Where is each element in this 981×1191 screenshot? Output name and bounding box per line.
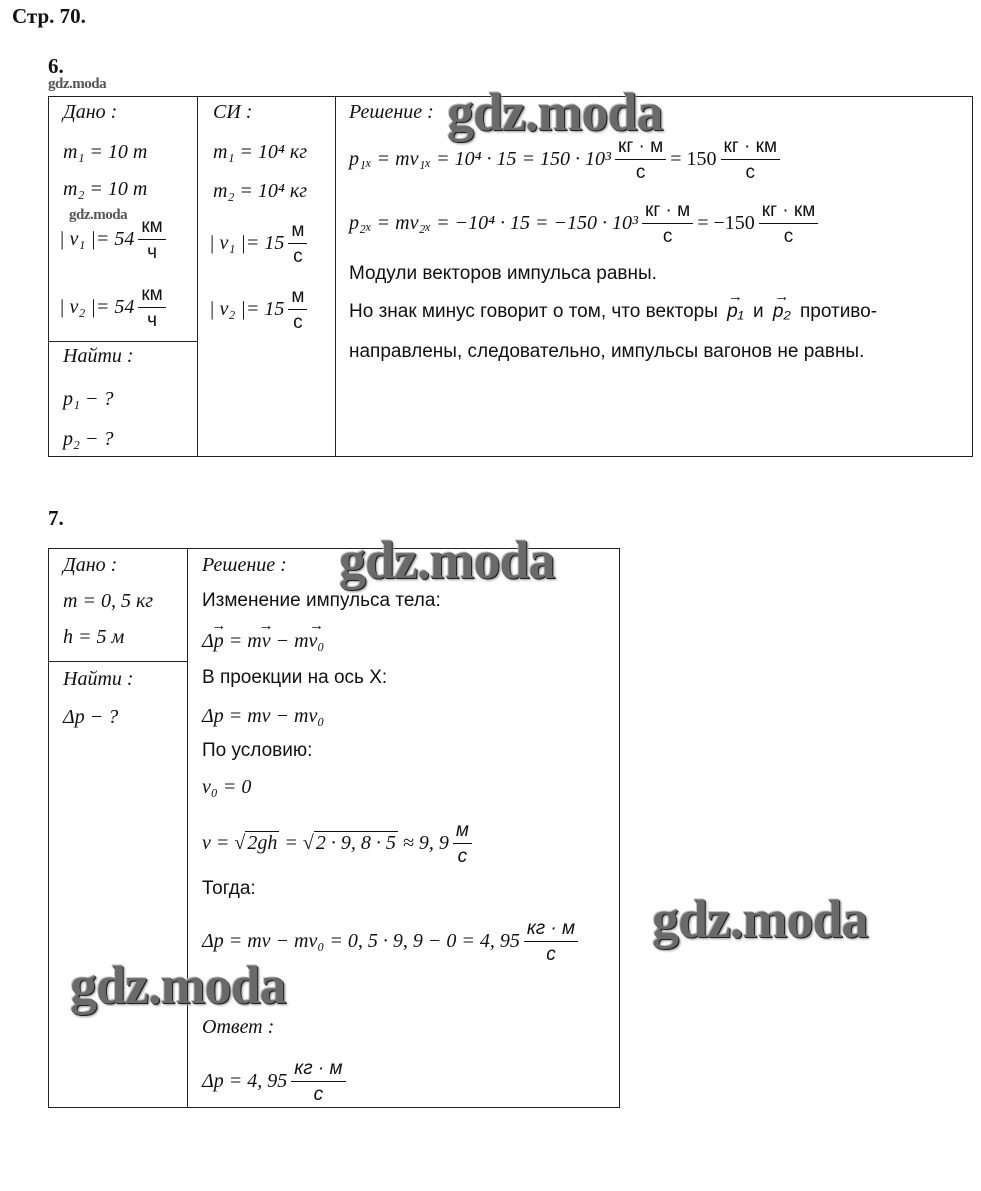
v-radicand-1: 2gh: [247, 832, 278, 855]
unit-den: с: [293, 246, 303, 267]
given-v1-value: | v₁ |= 54: [59, 228, 135, 251]
eq-m: = m: [228, 630, 262, 652]
vector-p2: → p₂: [773, 300, 791, 324]
minus-m: − m: [275, 630, 309, 652]
v-formula: [202, 819, 476, 870]
given-v1: [59, 215, 170, 266]
find-header: Найти :: [63, 668, 134, 690]
dp-vector-formula: [202, 629, 324, 653]
si-v2: [209, 285, 311, 336]
solution-header: Решение :: [202, 554, 287, 576]
change-text: Изменение импульса тела:: [202, 590, 441, 611]
page-title: Стр. 70.: [12, 4, 86, 28]
find-dp: Δp − ?: [63, 706, 119, 728]
text-and: и: [752, 301, 764, 322]
watermark-small: gdz.moda: [48, 76, 107, 92]
p2x-result: = −150: [697, 212, 755, 235]
unit-den: ч: [147, 242, 157, 263]
answer-header: Ответ :: [202, 1016, 275, 1038]
answer-value: Δp = 4, 95: [202, 1070, 288, 1093]
task-6-table: [48, 82, 973, 457]
watermark-big: gdz.moda: [447, 82, 663, 142]
si-v1: [209, 219, 311, 270]
vector-v: → v: [262, 629, 271, 653]
v0-equation: v₀ = 0: [202, 776, 252, 798]
find-p1: p₁ − ?: [63, 388, 114, 410]
v-rhs: ≈ 9, 9: [397, 832, 449, 855]
unit-den: с: [313, 1084, 324, 1105]
unit-den: с: [745, 162, 756, 183]
given-header: Дано :: [63, 101, 118, 123]
given-m1: m₁ = 10 т: [63, 141, 148, 163]
unit-den: с: [457, 846, 468, 867]
projection-text: В проекции на ось X:: [202, 667, 388, 688]
then-text: Тогда:: [202, 878, 256, 899]
unit-num: кг · м: [615, 135, 666, 160]
si-m1: m₁ = 10⁴ кг: [213, 141, 308, 163]
given-header: Дано :: [63, 554, 118, 576]
unit-num: км: [138, 283, 165, 308]
dp-scalar: Δp = mv − mv₀: [202, 705, 325, 727]
unit-num: м: [288, 285, 307, 310]
p1x-expression: p₁ₓ = mv₁ₓ = 10⁴ · 15 = 150 · 10³: [349, 148, 612, 171]
text-but: Но знак минус говорит о том, что векторы: [349, 301, 718, 322]
task-7-table: [48, 530, 620, 1108]
unit-num: кг · м: [642, 199, 693, 224]
v-lhs: v = √: [202, 832, 246, 855]
answer-formula: [202, 1057, 350, 1108]
p2x-expression: p₂ₓ = mv₂ₓ = −10⁴ · 15 = −150 · 10³: [349, 212, 639, 235]
si-v2-value: | v₂ |= 15: [209, 298, 285, 321]
unit-den: с: [635, 162, 646, 183]
watermark-big: gdz.moda: [70, 955, 286, 1015]
task-6-number: 6.: [48, 54, 64, 78]
unit-num: м: [453, 819, 472, 844]
unit-den: с: [783, 226, 794, 247]
v-mid: = √: [279, 832, 314, 855]
watermark-big: gdz.moda: [652, 889, 868, 949]
vector-p1: → p₁: [727, 300, 744, 324]
vector-v0: → v₀: [309, 629, 325, 653]
watermark-small: gdz.moda: [69, 207, 128, 223]
dp-calc-expression: Δp = mv − mv₀ = 0, 5 · 9, 9 − 0 = 4, 95: [202, 930, 520, 953]
text-moduli: Модули векторов импульса равны.: [349, 263, 657, 284]
delta-sign: Δ: [202, 630, 214, 652]
unit-den: ч: [147, 310, 157, 331]
unit-num: кг · м: [291, 1057, 345, 1082]
unit-num: км: [138, 215, 165, 240]
find-p2: p₂ − ?: [63, 428, 114, 450]
given-height: h = 5 м: [63, 626, 125, 648]
given-v2-value: | v₂ |= 54: [59, 296, 135, 319]
unit-num: кг · км: [721, 135, 781, 160]
p1x-formula: [349, 135, 784, 186]
unit-den: с: [546, 944, 556, 965]
vector-p: → p: [214, 629, 224, 653]
find-header: Найти :: [63, 345, 134, 367]
unit-den: с: [293, 312, 303, 333]
text-opposite: направлены, следовательно, импульсы вагонов не равны.: [349, 341, 865, 362]
condition-text: По условию:: [202, 740, 313, 761]
watermark-big: gdz.moda: [339, 530, 555, 590]
text-protivo: противо-: [799, 301, 878, 322]
given-v2: [59, 283, 170, 334]
unit-num: м: [288, 219, 307, 244]
unit-den: с: [662, 226, 673, 247]
unit-num: кг · км: [759, 199, 819, 224]
si-v1-value: | v₁ |= 15: [209, 232, 285, 255]
si-header: СИ :: [213, 101, 253, 123]
p1x-result: = 150: [670, 148, 717, 171]
given-mass: m = 0, 5 кг: [63, 590, 154, 612]
v-radicand-2: 2 · 9, 8 · 5: [315, 832, 396, 855]
task-7-number: 7.: [48, 506, 64, 530]
p2x-formula: [349, 199, 822, 250]
text-but-line: [349, 300, 877, 324]
unit-num: кг · м: [524, 917, 578, 942]
solution-header: Решение :: [349, 101, 434, 123]
given-m2: m₂ = 10 т: [63, 178, 148, 200]
si-m2: m₂ = 10⁴ кг: [213, 180, 308, 202]
